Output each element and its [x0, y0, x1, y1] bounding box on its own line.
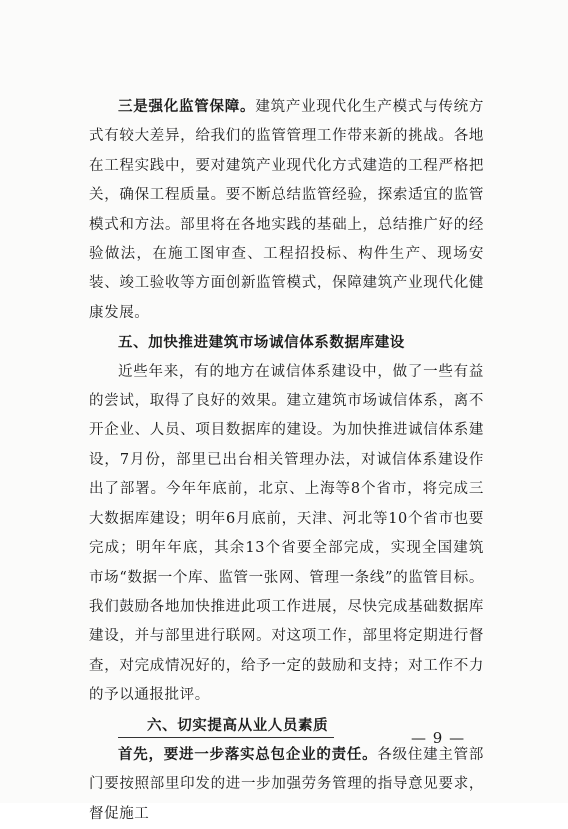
heading-text: 六、切实提高从业人员素质	[147, 716, 329, 734]
page-number: — 9 —	[411, 729, 466, 747]
heading-underlined	[118, 711, 328, 740]
paragraph-lead: 首先，要进一步落实总包企业的责任。	[118, 745, 378, 763]
section-heading-5: 五、加快推进建筑市场诚信体系数据库建设	[118, 334, 405, 352]
heading-underline-mark	[118, 737, 334, 738]
page-content	[89, 92, 484, 829]
paragraph-contractor-responsibility	[89, 740, 484, 829]
paragraph-supervision	[89, 92, 484, 328]
paragraph-text: 各级住建主管部门要按照部里印发的进一步加强劳务管理的指导意见要求，督促施工	[89, 746, 484, 822]
paragraph-lead: 三是强化监管保障。	[118, 98, 256, 115]
paragraph-credit-system: 近些年来，有的地方在诚信体系建设中，做了一些有益的尝试，取得了良好的效果。建立建筑市场诚信体系，离不开企业、人员、项目数据库的建设。为加快推进诚信体系建设，7月份，部里已出台相关管理办法，对诚信体系建设作出了部署。今年年底前，北京、上海等8个省市，将完成三大数据库建设；明年6月底前，天津、河北等10个省市也要完成；明年年底，其余13个省要全部完成，实现全国建筑市场“数据一个库、监管一张网、管理一条线”的监管目标。我们鼓励各地加快推进此项工作进展，尽快完成基础数据库建设，并与部里进行联网。对这项工作，部里将定期进行督查，对完成情况好的，给予一定的鼓励和支持；对工作不力的予以通报批评。	[89, 363, 484, 704]
paragraph-text: 建筑产业现代化生产模式与传统方式有较大差异，给我们的监管管理工作带来新的挑战。各地在工程实践中，要对建筑产业现代化方式建造的工程严格把关，确保工程质量。要不断总结监管经验，探索适宜的监管模式和方法。部里将在各地实践的基础上，总结推广好的经验做法，在施工图审查、工程招投标、构件生产、现场安装、竣工验收等方面创新监管模式，保障建筑产业现代化健康发展。	[89, 99, 484, 321]
